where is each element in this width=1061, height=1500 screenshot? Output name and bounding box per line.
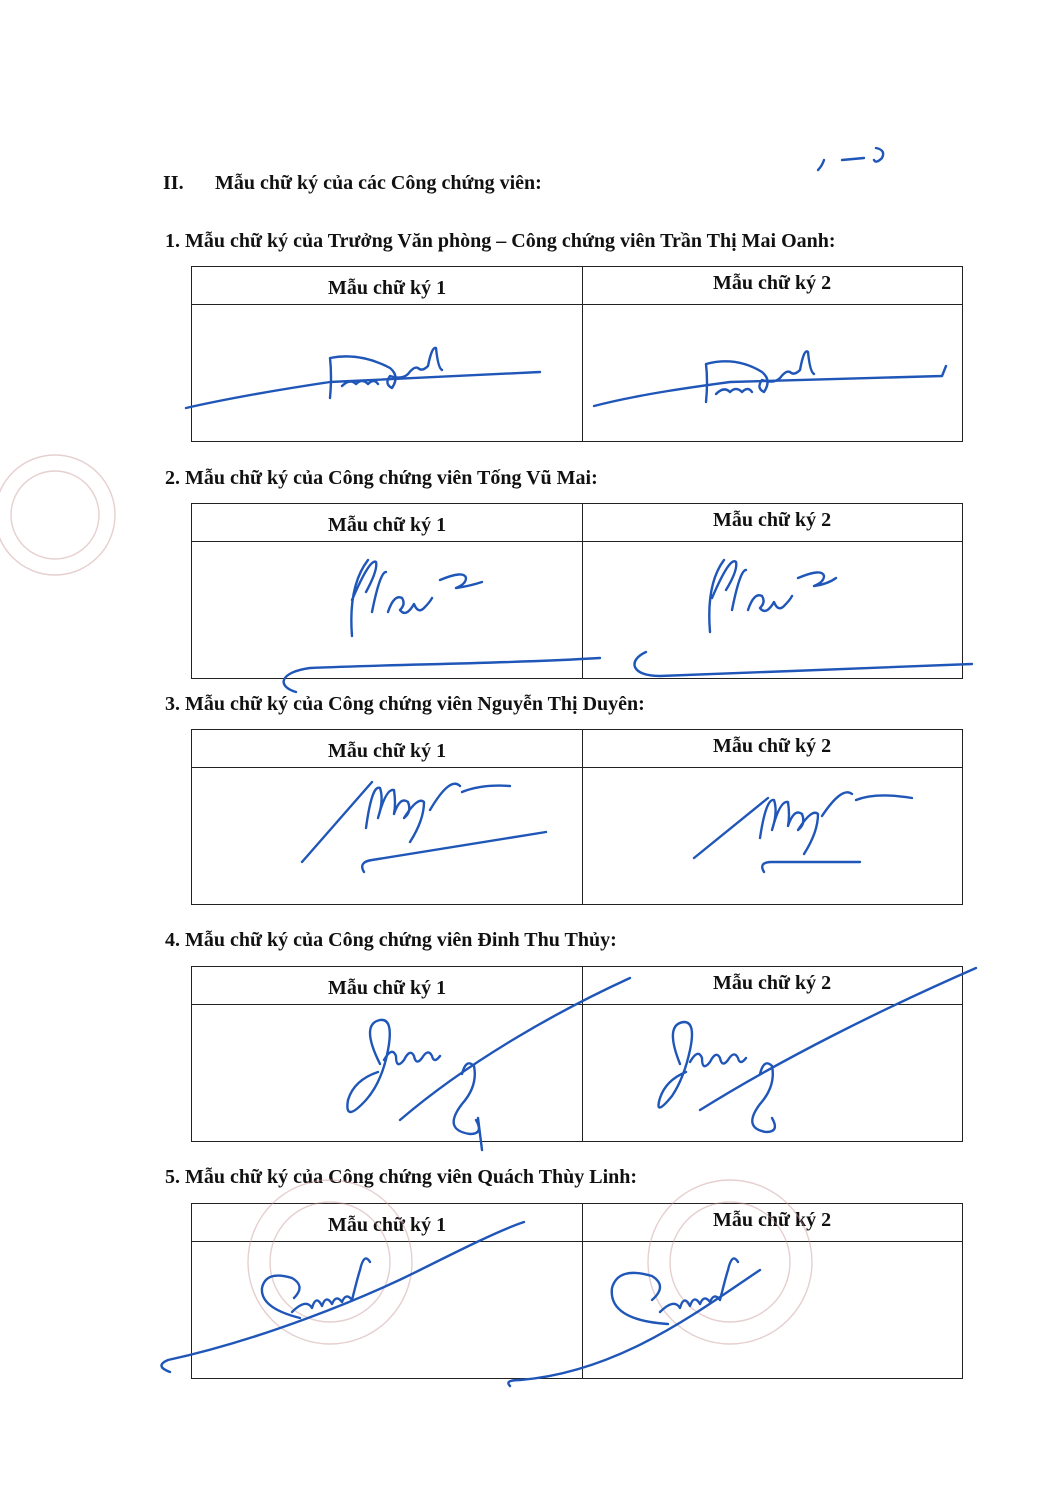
- sample-2-label: Mẫu chữ ký 2: [712, 735, 832, 757]
- sample-2-label: Mẫu chữ ký 2: [712, 272, 832, 294]
- notary-heading-4: 4. Mẫu chữ ký của Công chứng viên Đinh Thu Thủy:: [165, 929, 617, 951]
- sample-2-label: Mẫu chữ ký 2: [712, 1209, 832, 1231]
- sample-1-label: Mẫu chữ ký 1: [327, 277, 447, 299]
- section-heading: [163, 172, 542, 195]
- section-title: Mẫu chữ ký của các Công chứng viên:: [215, 172, 542, 194]
- signature-table-5: [191, 1203, 963, 1379]
- sample-2-label: Mẫu chữ ký 2: [712, 509, 832, 531]
- signature-table-4: [191, 966, 963, 1142]
- corner-mark: [818, 148, 883, 170]
- sample-2-label: Mẫu chữ ký 2: [712, 972, 832, 994]
- sample-1-label: Mẫu chữ ký 1: [327, 1214, 447, 1236]
- signature-table-3: [191, 729, 963, 905]
- section-number: II.: [163, 172, 184, 194]
- notary-heading-1: 1. Mẫu chữ ký của Trưởng Văn phòng – Công chứng viên Trần Thị Mai Oanh:: [165, 230, 836, 252]
- signature-table-2: [191, 503, 963, 679]
- sample-1-label: Mẫu chữ ký 1: [327, 740, 447, 762]
- sample-1-label: Mẫu chữ ký 1: [327, 977, 447, 999]
- notary-heading-3: 3. Mẫu chữ ký của Công chứng viên Nguyễn Thị Duyên:: [165, 693, 645, 715]
- stamp-left-margin: [0, 455, 115, 575]
- notary-heading-2: 2. Mẫu chữ ký của Công chứng viên Tống Vũ Mai:: [165, 467, 598, 489]
- notary-heading-5: 5. Mẫu chữ ký của Công chứng viên Quách Thùy Linh:: [165, 1166, 638, 1188]
- signature-table-1: [191, 266, 963, 442]
- sample-1-label: Mẫu chữ ký 1: [327, 514, 447, 536]
